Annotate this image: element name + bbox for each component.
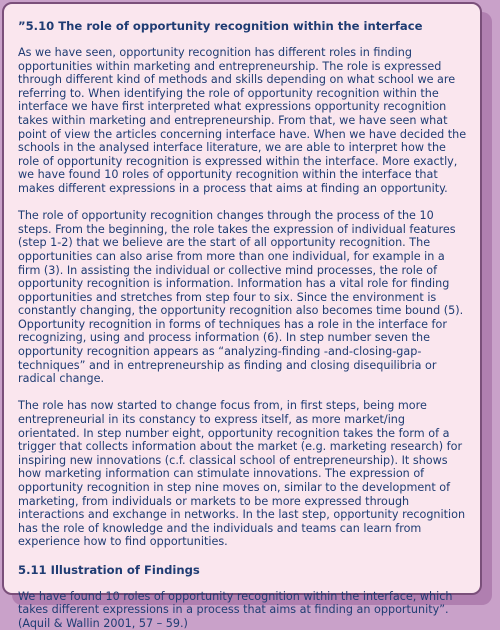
findings-text: We have found 10 roles of opportunity recognition within the interface, which takes different expressions in a process that aims at finding an opportunity”.	[18, 589, 453, 617]
quote-box	[2, 2, 482, 630]
paragraph-2: The role of opportunity recognition changes through the process of the 10 steps. From the beginning, the role takes the expression of individual features (step 1-2) that we believe are the start of all opportunity recognition. The opportunities can also arise from more than one individual, for example in a firm (3). In assisting the individual or collective mind processes, the role of opportunity recognition is information. Information has a vital role for finding opportunities and stretches from step four to six. Since the environment is constantly changing, the opportunity recognition also becomes time bound (5). Opportunity recognition in forms of techniques has a role in the interface for recognizing, using and process information (6). In step number seven the opportunity recognition appears as “analyzing-finding -and-closing-gap-techniques” and in entrepreneurship as finding and closing disequilibria or radical change.	[18, 209, 464, 386]
paragraph-4	[18, 590, 470, 630]
paragraph-3: The role has now started to change focus from, in first steps, being more entrepreneurial in its constancy to express itself, as more market/ing orientated. In step number eight, opportunity recognition takes the form of a trigger that collects information about the market (e.g. marketing research) for inspiring new innovations (c.f. classical school of entrepreneurship). It shows how marketing information can stimulate innovations. The expression of opportunity recognition in step nine moves on, similar to the development of marketing, from individuals or markets to be more expressed through interactions and exchange in networks. In the last step, opportunity recognition has the role of knowledge and the individuals and teams can learn from experience how to find opportunities.	[18, 399, 466, 549]
section-heading-5-10: ”5.10 The role of opportunity recognition within the interface	[18, 19, 423, 33]
citation: (Aquil & Wallin 2001, 57 – 59.)	[18, 616, 188, 630]
paragraph-1: As we have seen, opportunity recognition has different roles in finding opportunities within marketing and entrepreneurship. The role is expressed through different kind of methods and skills depending on what school we are referring to. When identifying the role of opportunity recognition within the interface we have first interpreted what expressions opportunity recognition takes within marketing and entrepreneurship. From that, we have seen what point of view the articles concerning interface have. When we have decided the schools in the analysed interface literature, we are able to interpret how the role of opportunity recognition is expressed within the interface. More exactly, we have found 10 roles of opportunity recognition within the interface that makes different expressions in a process that aims at finding an opportunity.	[18, 46, 467, 195]
section-heading-5-11: 5.11 Illustration of Findings	[18, 562, 200, 577]
